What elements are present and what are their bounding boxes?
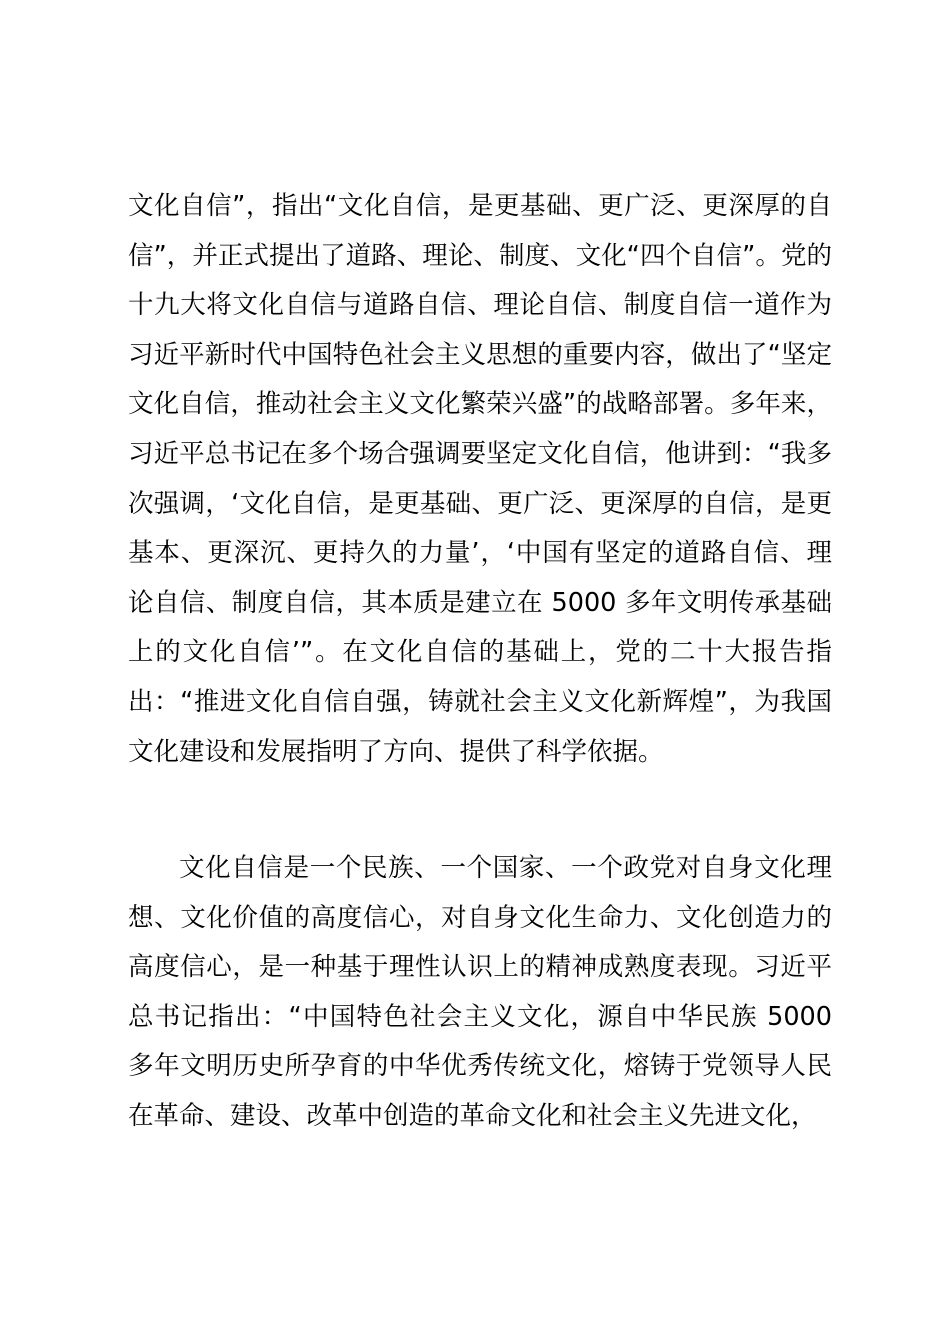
body-paragraph-2: 文化自信是一个民族、一个国家、一个政党对自身文化理想、文化价值的高度信心，对自身文化生命力、文化创造力的高度信心，是一种基于理性认识上的精神成熟度表现。习近平总书记指出：“中国特色社会主义文化，源自中华民族 5000 多年文明历史所孕育的中华优秀传统文化，熔铸于党领导人民在革命、建设、改革中创造的革命文化和社会主义先进文化，	[128, 853, 832, 1131]
body-paragraph-1: 文化自信”，指出“文化自信，是更基础、更广泛、更深厚的自信”，并正式提出了道路、理论、制度、文化“四个自信”。党的十九大将文化自信与道路自信、理论自信、制度自信一道作为习近平新时代中国特色社会主义思想的重要内容，做出了“坚定文化自信，推动社会主义文化繁荣兴盛”的战略部署。多年来，习近平总书记在多个场合强调要坚定文化自信，他讲到：“我多次强调，‘文化自信，是更基础、更广泛、更深厚的自信，是更基本、更深沉、更持久的力量’，‘中国有坚定的道路自信、理论自信、制度自信，其本质是建立在 5000 多年文明传承基础上的文化自信’”。在文化自信的基础上，党的二十大报告指出：“推进文化自信自强，铸就社会主义文化新辉煌”，为我国文化建设和发展指明了方向、提供了科学依据。	[128, 191, 832, 767]
